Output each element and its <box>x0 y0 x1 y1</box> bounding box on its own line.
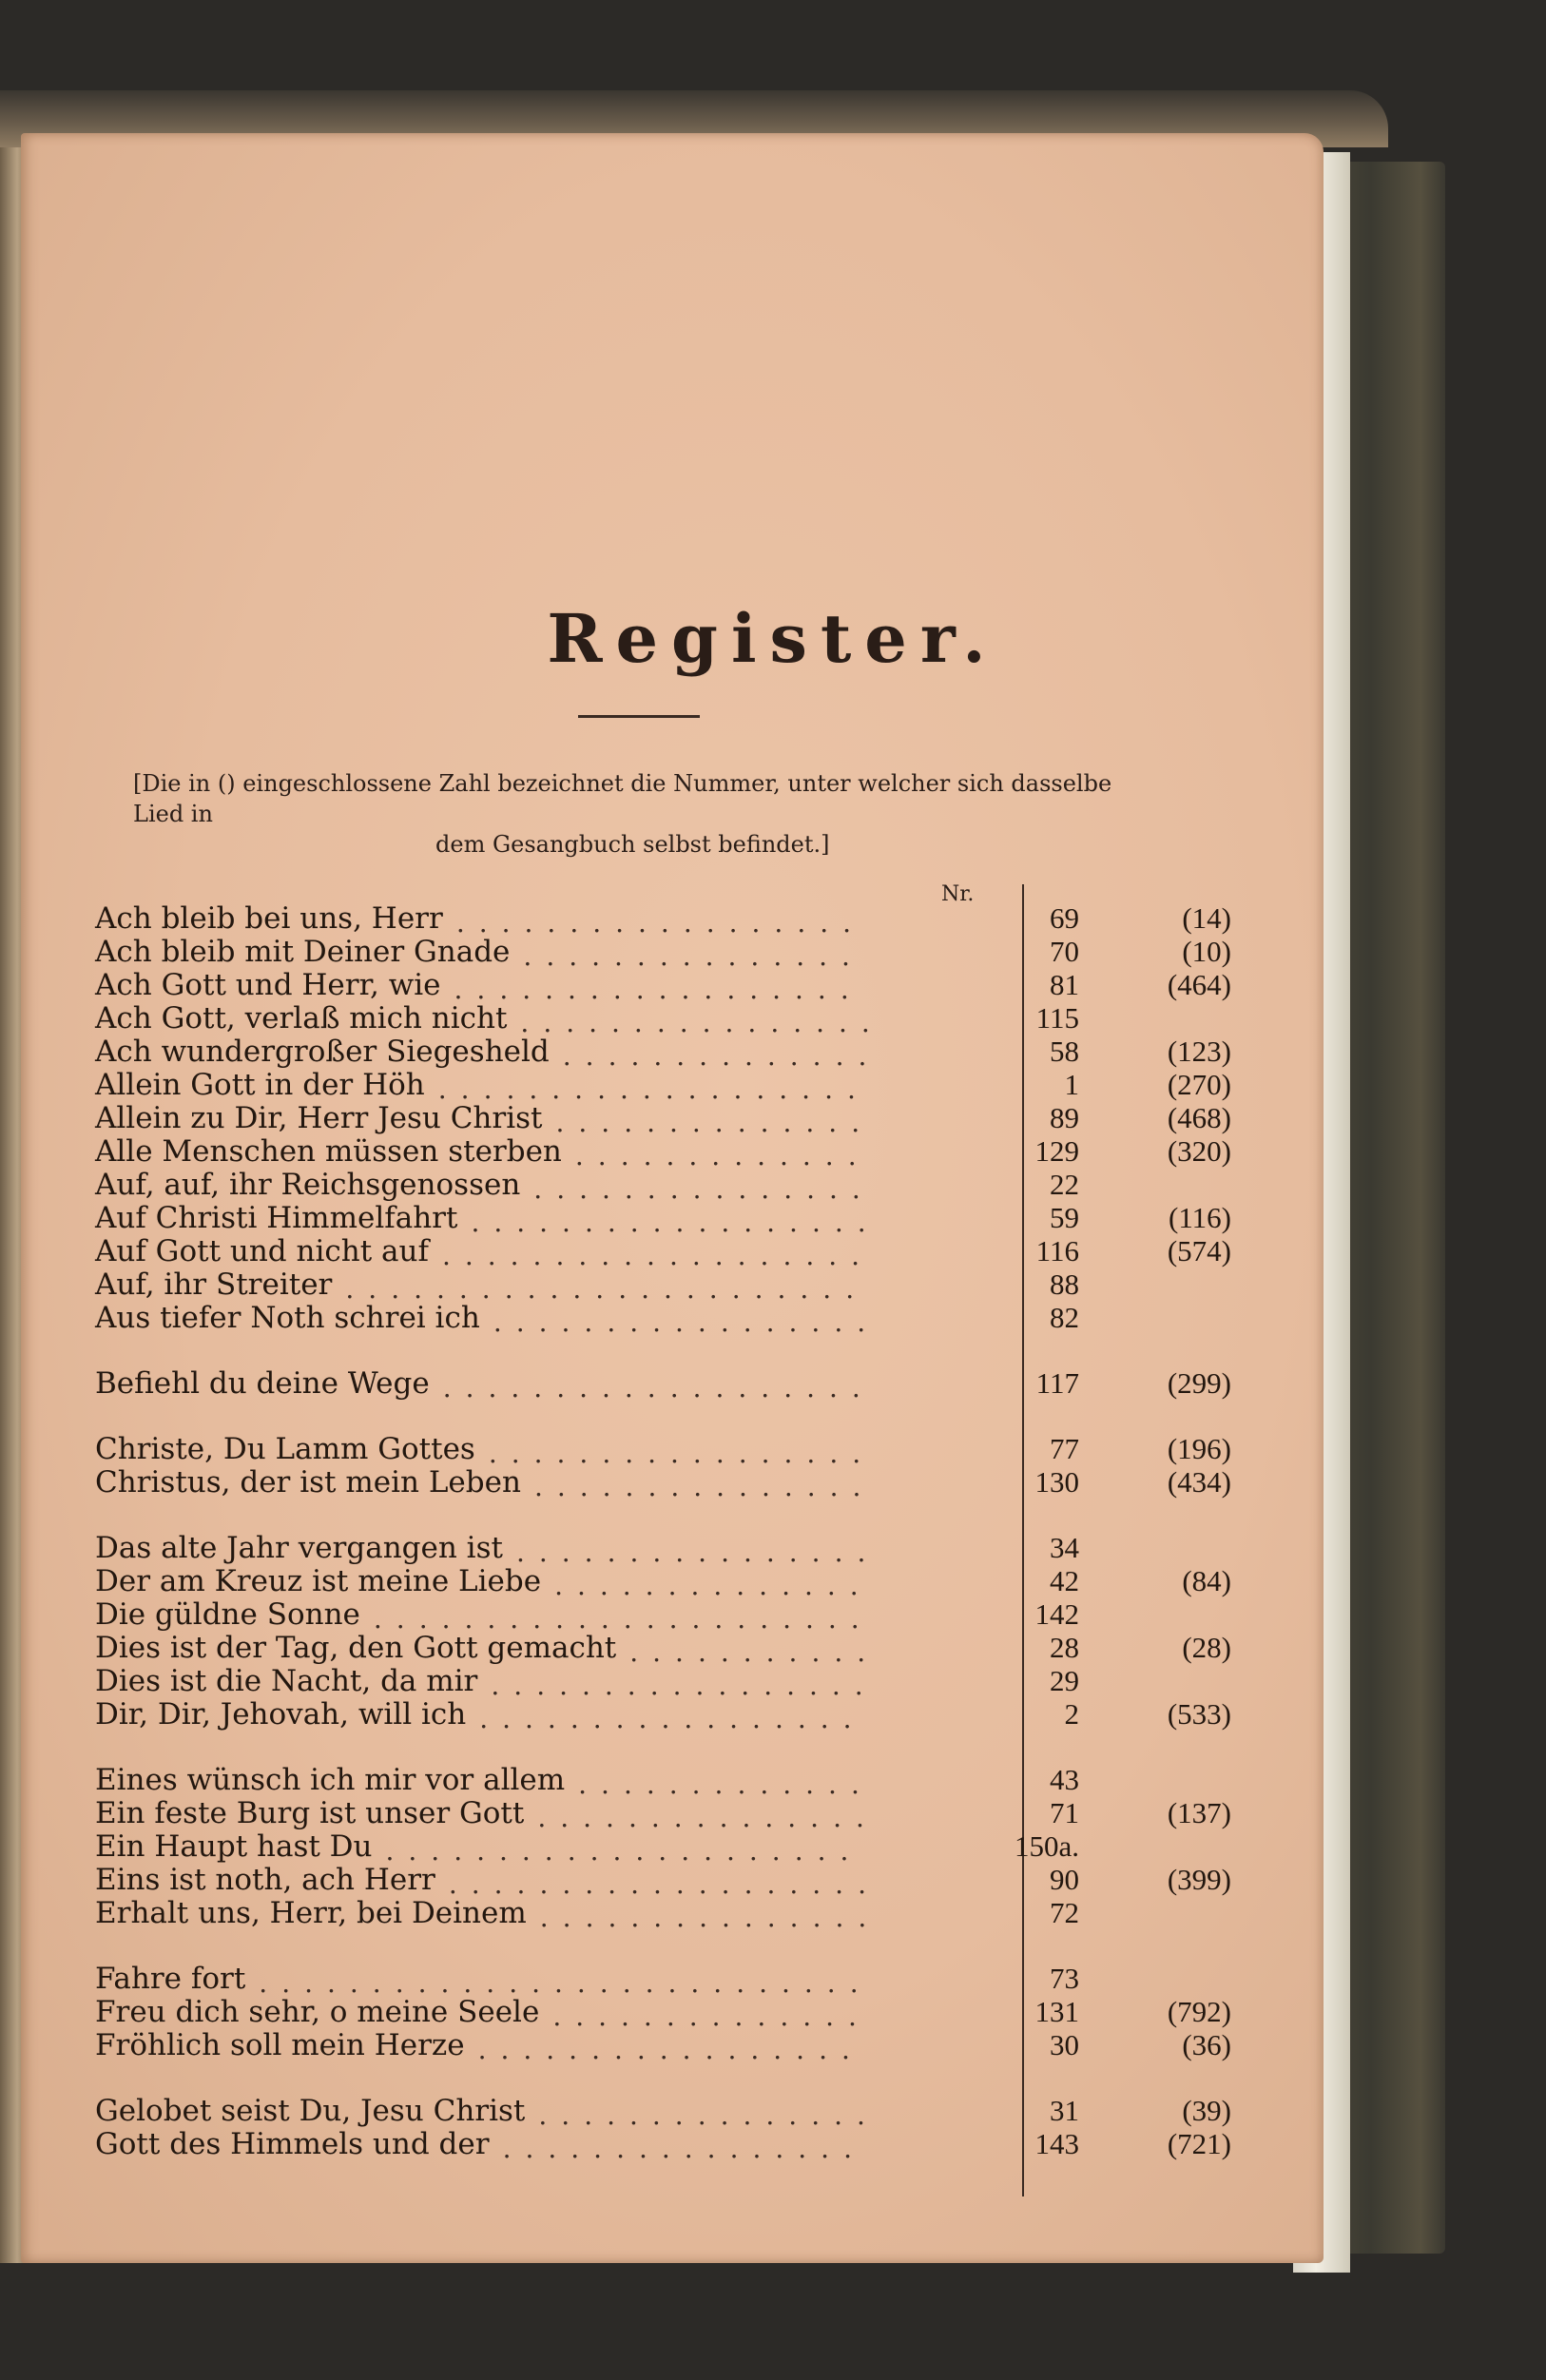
register-entry <box>95 1763 1188 1800</box>
entry-number: 117 <box>1035 1366 1079 1400</box>
hymnal-number: (434) <box>1167 1465 1231 1499</box>
group-spacer <box>95 1731 1188 1763</box>
leader-dots: ............... <box>539 1902 881 1933</box>
leader-dots: ................. <box>479 1703 866 1734</box>
entry-number: 81 <box>1050 968 1079 1001</box>
entry-number: 142 <box>1034 1597 1079 1631</box>
entry-title: Befiehl du deine Wege <box>95 1366 430 1401</box>
register-entry <box>95 1664 1188 1701</box>
note-line-1: [Die in () eingeschlossene Zahl bezeichnet die Nummer, unter welcher sich dasselbe Lied in <box>133 770 1112 827</box>
hymnal-number: (468) <box>1167 1101 1231 1134</box>
entry-title: Auf Gott und nicht auf <box>95 1234 429 1268</box>
page-title: Register. <box>547 599 999 678</box>
entry-title: Erhalt uns, Herr, bei Deinem <box>95 1896 527 1930</box>
leader-dots: .............. <box>562 1040 881 1072</box>
register-entry <box>95 1201 1231 1238</box>
leader-dots: ................... <box>442 1372 875 1403</box>
entry-title: Gott des Himmels und der <box>95 2127 490 2161</box>
leader-dots: ...................... <box>373 1603 874 1635</box>
entry-number: 72 <box>1050 1896 1079 1929</box>
register-entry <box>95 2028 1231 2065</box>
leader-dots: ............. <box>578 1769 874 1800</box>
leader-dots: ..................... <box>385 1835 863 1867</box>
entry-number: 28 <box>1050 1631 1079 1664</box>
leader-dots: .................. <box>455 907 866 938</box>
leader-dots: ................... <box>448 1868 880 1900</box>
entry-title: Aus tiefer Noth schrei ich <box>95 1301 480 1335</box>
hymnal-number: (10) <box>1182 935 1231 968</box>
register-list <box>95 901 1231 2164</box>
entry-title: Fröhlich soll mein Herze <box>95 2028 465 2062</box>
register-entry <box>95 1962 1188 1999</box>
entry-title: Ein Haupt hast Du <box>95 1829 373 1864</box>
entry-number: 70 <box>1050 935 1079 968</box>
entry-title: Ach wundergroßer Siegesheld <box>95 1035 550 1069</box>
register-entry <box>95 1267 1188 1305</box>
entry-number: 30 <box>1050 2028 1079 2061</box>
hymnal-number: (533) <box>1167 1697 1231 1731</box>
leader-dots: ................. <box>488 1438 876 1469</box>
hymnal-number: (39) <box>1182 2094 1231 2127</box>
hymnal-number: (320) <box>1167 1134 1231 1168</box>
entry-number: 116 <box>1035 1234 1079 1267</box>
entry-title: Ach bleib mit Deiner Gnade <box>95 935 511 969</box>
entry-number: 29 <box>1050 1664 1079 1697</box>
leader-dots: ................. <box>493 1306 880 1338</box>
register-entry <box>95 1068 1231 1105</box>
entry-number: 89 <box>1050 1101 1079 1134</box>
register-entry <box>95 1001 1188 1038</box>
group-spacer <box>95 1499 1188 1531</box>
register-entry <box>95 2127 1231 2164</box>
entry-number: 143 <box>1034 2127 1079 2160</box>
hymnal-number: (14) <box>1182 901 1231 935</box>
leader-dots: ............... <box>533 1471 876 1502</box>
leader-dots: ................. <box>477 2034 864 2065</box>
hymnal-number: (464) <box>1167 968 1231 1001</box>
entry-number: 43 <box>1050 1763 1079 1796</box>
entry-title: Gelobet seist Du, Jesu Christ <box>95 2094 526 2128</box>
leader-dots: ................. <box>491 1670 878 1701</box>
entry-title: Auf Christi Himmelfahrt <box>95 1201 458 1235</box>
leader-dots: ................... <box>441 1240 875 1271</box>
entry-title: Ach Gott und Herr, wie <box>95 968 441 1002</box>
entry-number: 150a. <box>1014 1829 1079 1863</box>
entry-title: Auf, ihr Streiter <box>95 1267 333 1302</box>
entry-number: 131 <box>1034 1995 1079 2028</box>
entry-number: 130 <box>1034 1465 1079 1499</box>
register-entry <box>95 1301 1188 1338</box>
hymnal-number: (574) <box>1167 1234 1231 1267</box>
leader-dots: ................ <box>520 1007 884 1038</box>
entry-number: 115 <box>1035 1001 1079 1035</box>
entry-title: Auf, auf, ihr Reichsgenossen <box>95 1168 521 1202</box>
leader-dots: ............... <box>533 1173 875 1205</box>
leader-dots: ................... <box>437 1074 870 1105</box>
entry-number: 69 <box>1050 901 1079 935</box>
entry-title: Fahre fort <box>95 1962 246 1996</box>
entry-title: Dies ist der Tag, den Gott gemacht <box>95 1631 617 1665</box>
entry-title: Allein zu Dir, Herr Jesu Christ <box>95 1101 543 1135</box>
entry-number: 88 <box>1050 1267 1079 1301</box>
entry-number: 71 <box>1050 1796 1079 1829</box>
leader-dots: .............. <box>552 2001 871 2032</box>
title-divider <box>578 715 700 718</box>
leader-dots: .................. <box>454 974 863 1005</box>
register-entry <box>95 1796 1231 1833</box>
entry-number: 31 <box>1050 2094 1079 2127</box>
register-entry <box>95 901 1231 938</box>
register-entry <box>95 1597 1188 1635</box>
leader-dots: ............... <box>538 2099 879 2131</box>
register-entry <box>95 1134 1231 1171</box>
entry-number: 22 <box>1050 1168 1079 1201</box>
register-entry <box>95 968 1231 1005</box>
group-spacer <box>95 1929 1188 1962</box>
register-entry <box>95 1168 1188 1205</box>
leader-dots: ........... <box>629 1636 880 1668</box>
leader-dots: ....................... <box>345 1273 869 1305</box>
leader-dots: .............. <box>555 1107 875 1138</box>
leader-dots: ............... <box>537 1802 879 1833</box>
leader-dots: ........................... <box>259 1967 873 1999</box>
entry-title: Der am Kreuz ist meine Liebe <box>95 1564 542 1598</box>
register-entry <box>95 1366 1231 1403</box>
entry-number: 42 <box>1050 1564 1079 1597</box>
register-entry <box>95 1101 1231 1138</box>
entry-title: Das alte Jahr vergangen ist <box>95 1531 503 1565</box>
entry-title: Alle Menschen müssen sterben <box>95 1134 562 1169</box>
leader-dots: ............... <box>523 940 864 972</box>
register-entry <box>95 1863 1231 1900</box>
entry-number: 58 <box>1050 1035 1079 1068</box>
entry-title: Dir, Dir, Jehovah, will ich <box>95 1697 467 1732</box>
number-column-header: Nr. <box>941 882 975 906</box>
entry-number: 90 <box>1050 1863 1079 1896</box>
entry-title: Ach bleib bei uns, Herr <box>95 901 443 936</box>
register-entry <box>95 1234 1231 1271</box>
entry-title: Allein Gott in der Höh <box>95 1068 425 1102</box>
entry-title: Dies ist die Nacht, da mir <box>95 1664 478 1698</box>
entry-title: Christe, Du Lamm Gottes <box>95 1432 475 1466</box>
note-line-2: dem Gesangbuch selbst befindet.] <box>435 831 830 858</box>
entry-number: 77 <box>1050 1432 1079 1465</box>
hymnal-number: (123) <box>1167 1035 1231 1068</box>
leader-dots: .............. <box>554 1570 873 1601</box>
hymnal-number: (84) <box>1182 1564 1231 1597</box>
register-entry <box>95 1035 1231 1072</box>
leader-dots: ................ <box>502 2133 866 2164</box>
entry-number: 129 <box>1034 1134 1079 1168</box>
register-entry <box>95 1995 1231 2032</box>
entry-title: Christus, der ist mein Leben <box>95 1465 521 1500</box>
register-entry <box>95 2094 1231 2131</box>
hymnal-number: (28) <box>1182 1631 1231 1664</box>
hymnal-number: (792) <box>1167 1995 1231 2028</box>
register-entry <box>95 1465 1231 1502</box>
entry-title: Die güldne Sonne <box>95 1597 360 1632</box>
hymnal-number: (36) <box>1182 2028 1231 2061</box>
entry-title: Freu dich sehr, o meine Seele <box>95 1995 540 2029</box>
entry-number: 59 <box>1050 1201 1079 1234</box>
register-entry <box>95 935 1231 972</box>
hymnal-number: (721) <box>1167 2127 1231 2160</box>
hymnal-number: (399) <box>1167 1863 1231 1896</box>
hymnal-number: (196) <box>1167 1432 1231 1465</box>
leader-dots: .................. <box>471 1207 880 1238</box>
entry-number: 82 <box>1050 1301 1079 1334</box>
entry-title: Eins ist noth, ach Herr <box>95 1863 435 1897</box>
group-spacer <box>95 2061 1188 2094</box>
entry-number: 73 <box>1050 1962 1079 1995</box>
hymnal-number: (299) <box>1167 1366 1231 1400</box>
register-entry <box>95 1697 1231 1734</box>
leader-dots: ................ <box>515 1537 880 1568</box>
explanatory-note <box>133 768 1160 860</box>
entry-number: 1 <box>1064 1068 1079 1101</box>
register-entry <box>95 1432 1231 1469</box>
hymnal-number: (116) <box>1169 1201 1231 1234</box>
entry-number: 34 <box>1050 1531 1079 1564</box>
leader-dots: ............. <box>574 1140 871 1171</box>
group-spacer <box>95 1334 1188 1366</box>
register-entry <box>95 1829 1188 1867</box>
entry-title: Eines wünsch ich mir vor allem <box>95 1763 566 1797</box>
entry-title: Ein feste Burg ist unser Gott <box>95 1796 525 1830</box>
register-entry <box>95 1531 1188 1568</box>
hymnal-number: (270) <box>1167 1068 1231 1101</box>
register-entry <box>95 1564 1231 1601</box>
register-entry <box>95 1631 1231 1668</box>
entry-number: 2 <box>1064 1697 1079 1731</box>
hymnal-number: (137) <box>1167 1796 1231 1829</box>
entry-title: Ach Gott, verlaß mich nicht <box>95 1001 508 1035</box>
group-spacer <box>95 1400 1188 1432</box>
register-entry <box>95 1896 1188 1933</box>
